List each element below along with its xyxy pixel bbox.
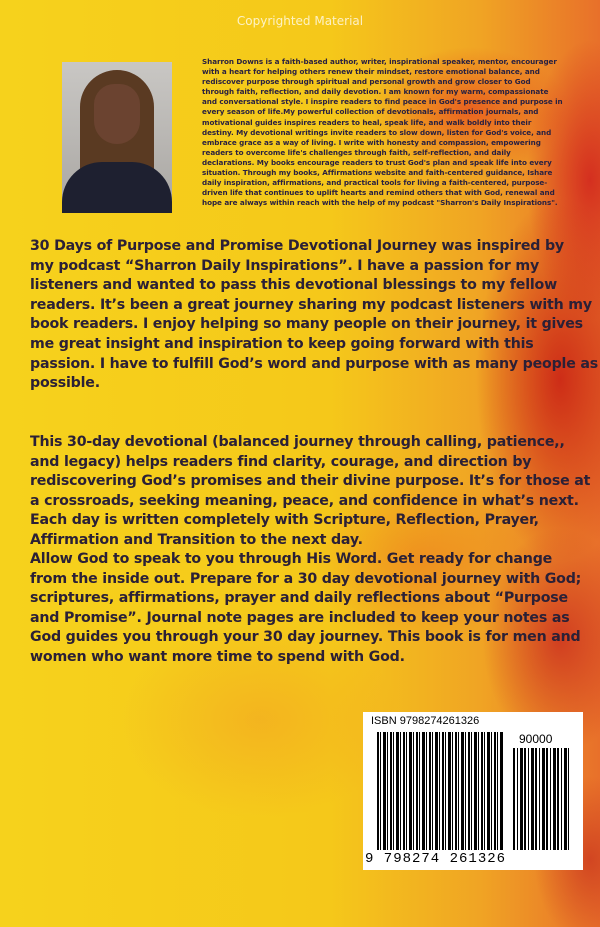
author-photo (62, 62, 172, 213)
author-bio (202, 57, 594, 208)
paragraph-line: This 30-day devotional (balanced journey through calling, patience,, (30, 434, 565, 450)
paragraph-line: Each day is written completely with Scripture, Reflection, Prayer, (30, 512, 539, 529)
isbn-digits: 9 798274 261326 (365, 851, 507, 867)
paragraph-line: 30 Days of Purpose and Promise Devotional Journey was inspired by (30, 238, 564, 254)
copyright-watermark: Copyrighted Material (236, 14, 364, 28)
paragraph-line: Allow God to speak to you through His Word. Get ready for change (30, 551, 553, 567)
paragraph-line: readers. It’s been a great journey sharing my podcast listeners with my (30, 296, 592, 313)
paragraph-line: passion. I have to fulfill God’s word and purpose with as many people as (30, 355, 598, 372)
bio-line: declarations. My books encourage readers to trust God's plan and speak life into every (202, 157, 552, 167)
price-addon: 90000 (519, 732, 553, 746)
paragraph-line: listeners and wanted to pass this devotional blessings to my fellow (30, 277, 557, 294)
paragraph-line: Affirmation and Transition to the next day. (30, 531, 363, 548)
isbn-barcode (363, 712, 583, 870)
paragraph-line: and legacy) helps readers find clarity, courage, and direction by (30, 453, 532, 470)
bio-line: readers to overcome life's challenges through faith, self-reflection, and daily (202, 147, 511, 157)
paragraph-line: possible. (30, 375, 100, 392)
addon-bars (513, 748, 569, 850)
bio-line: situation. Through my books, Affirmations website and faith-centered guidance, Ishare (202, 168, 553, 178)
bio-line: destiny. My devotional writings invite readers to slow down, listen for God's voice, and (202, 127, 552, 137)
paragraph-line: rediscovering God’s promises and their divine purpose. It’s for those at (30, 473, 591, 490)
description-paragraph-1 (30, 237, 598, 394)
bio-line: daily inspiration, affirmations, and practical tools for living a faith-centered, purpose- (202, 178, 548, 188)
bio-line: embrace grace as a way of living. I write with honesty and compassion, empowering (202, 137, 541, 147)
bio-line: and conversational style. I inspire readers to find peace in God's presence and purpose in (202, 97, 563, 107)
paragraph-line: from the inside out. Prepare for a 30 day devotional journey with God; (30, 570, 582, 587)
paragraph-line: scriptures, affirmations, prayer and daily reflections about “Purpose (30, 590, 568, 607)
bio-line: hope are always within reach with the help of my podcast "Sharron's Daily Inspirations". (202, 198, 558, 208)
paragraph-line: a crossroads, seeking meaning, peace, and confidence in what’s next. (30, 492, 579, 509)
barcode-bars (377, 732, 503, 850)
paragraph-line: and Promise”. Journal note pages are included to keep your notes as (30, 609, 570, 626)
paragraph-line: me great insight and inspiration to keep going forward with this (30, 335, 534, 352)
description-paragraph-2 (30, 433, 590, 551)
bio-line: with a heart for helping others renew their mindset, restore emotional balance, and (202, 67, 540, 77)
paragraph-line: my podcast “Sharron Daily Inspirations”. I have a passion for my (30, 257, 540, 274)
bio-line: driven life that continues to uplift hearts and remind others that with God, renewal and (202, 188, 555, 198)
isbn-label: ISBN 9798274261326 (371, 715, 480, 727)
bio-line: motivational guides inspires readers to heal, speak life, and walk boldly into their (202, 117, 532, 127)
bio-line: every season of life.My powerful collection of devotionals, affirmation journals, and (202, 107, 539, 117)
bio-line: Sharron Downs is a faith-based author, writer, inspirational speaker, mentor, encourager (202, 57, 557, 66)
paragraph-line: book readers. I enjoy helping so many people on their journey, it gives (30, 316, 583, 333)
paragraph-line: women who want more time to spend with God. (30, 648, 405, 665)
bio-line: rediscover purpose through spiritual and personal growth and grow closer to God (202, 77, 531, 87)
paragraph-line: God guides you through your 30 day journey. This book is for men and (30, 629, 581, 646)
bio-line: through faith, reflection, and daily devotion. I am known for my warm, compassionate (202, 87, 549, 97)
description-paragraph-3 (30, 550, 581, 668)
